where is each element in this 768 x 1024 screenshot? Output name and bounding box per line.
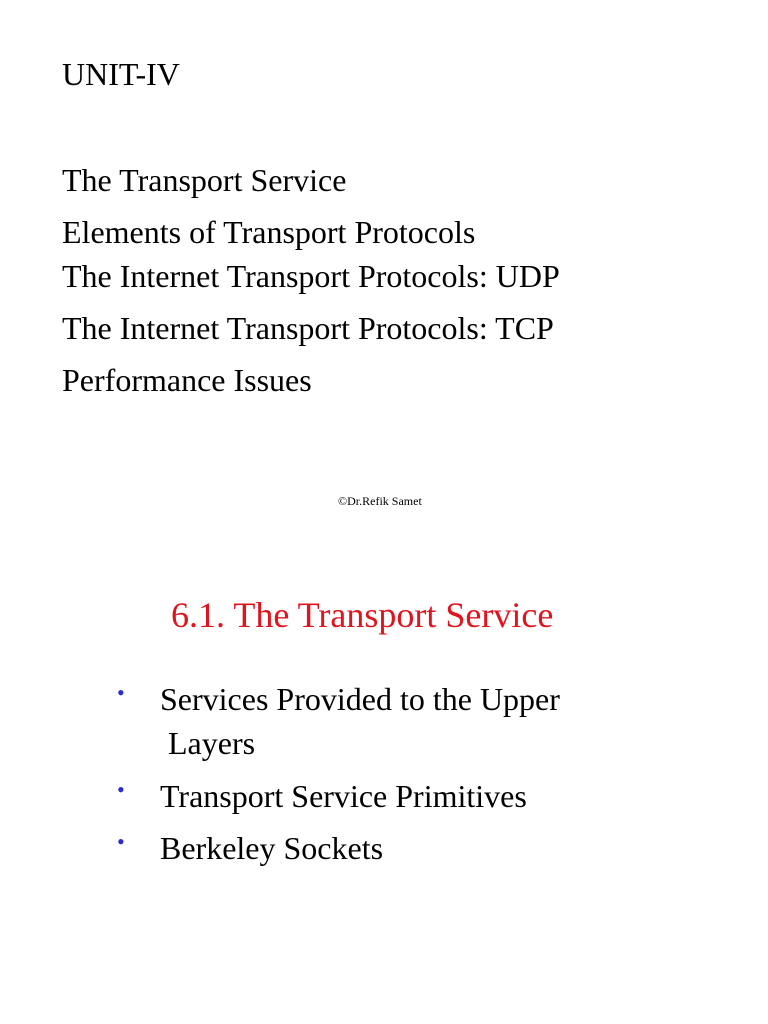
bullet-item: Transport Service Primitives — [160, 778, 527, 814]
bullet-item-continued: Layers — [160, 725, 256, 761]
bullet-item: Berkeley Sockets — [160, 830, 384, 866]
unit-title: UNIT-IV — [62, 56, 180, 92]
topic-item: Elements of Transport Protocols — [62, 214, 476, 250]
topic-item: The Transport Service — [62, 162, 347, 198]
section-heading: 6.1. The Transport Service — [171, 595, 554, 635]
bullet-icon: • — [117, 777, 125, 802]
bullet-icon: • — [117, 680, 125, 705]
copyright-footer: ©Dr.Refik Samet — [338, 494, 422, 508]
topic-item: The Internet Transport Protocols: TCP — [62, 310, 554, 346]
bullet-icon: • — [117, 829, 125, 854]
bullet-item: Services Provided to the Upper — [160, 681, 560, 717]
topic-item: The Internet Transport Protocols: UDP — [62, 258, 560, 294]
topic-item: Performance Issues — [62, 362, 312, 398]
